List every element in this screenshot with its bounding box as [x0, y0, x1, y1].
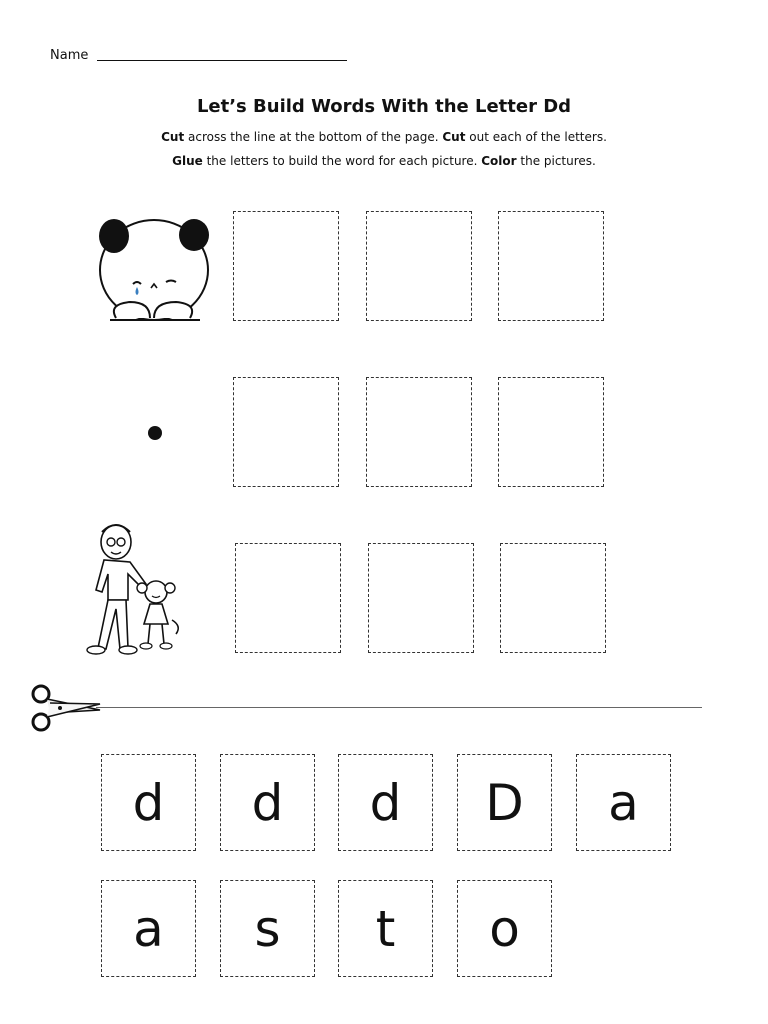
letter-tile-D[interactable]: D [457, 754, 552, 851]
letter-tile-a-1[interactable]: a [576, 754, 671, 851]
answer-box-row2-1 [233, 377, 339, 487]
answer-box-row3-2 [368, 543, 474, 653]
name-label: Name [50, 48, 89, 63]
dot-icon [146, 424, 164, 442]
cut-line [96, 707, 702, 708]
name-line [97, 60, 347, 61]
answer-box-row1-3 [498, 211, 604, 321]
page-title: Let’s Build Words With the Letter Dd [196, 96, 572, 117]
letter-tile-d-1[interactable]: d [101, 754, 196, 851]
answer-box-row2-3 [498, 377, 604, 487]
letter-tile-o[interactable]: o [457, 880, 552, 977]
instruction-segment: Color [481, 154, 517, 168]
letter-tile-d-2[interactable]: d [220, 754, 315, 851]
instruction-segment: across the line at the bottom of the page. [184, 130, 443, 144]
instruction-segment: Cut [442, 130, 466, 144]
answer-box-row1-2 [366, 211, 472, 321]
answer-box-row3-3 [500, 543, 606, 653]
letter-tile-a-2[interactable]: a [101, 880, 196, 977]
answer-box-row1-1 [233, 211, 339, 321]
answer-box-row2-2 [366, 377, 472, 487]
letter-tile-t[interactable]: t [338, 880, 433, 977]
instruction-line-2 [0, 154, 768, 168]
letter-tile-d-3[interactable]: d [338, 754, 433, 851]
instruction-segment: the pictures. [516, 154, 596, 168]
father-and-daughter-icon [80, 520, 188, 660]
letter-tile-s[interactable]: s [220, 880, 315, 977]
instruction-segment: the letters to build the word for each picture. [202, 154, 482, 168]
instruction-segment: Glue [172, 154, 203, 168]
instruction-segment: Cut [161, 130, 185, 144]
scissors-icon [28, 684, 102, 732]
name-row [50, 48, 347, 63]
instruction-segment: out each of the letters. [465, 130, 607, 144]
answer-box-row3-1 [235, 543, 341, 653]
instruction-line-1 [0, 130, 768, 144]
sad-panda-icon [96, 210, 216, 328]
